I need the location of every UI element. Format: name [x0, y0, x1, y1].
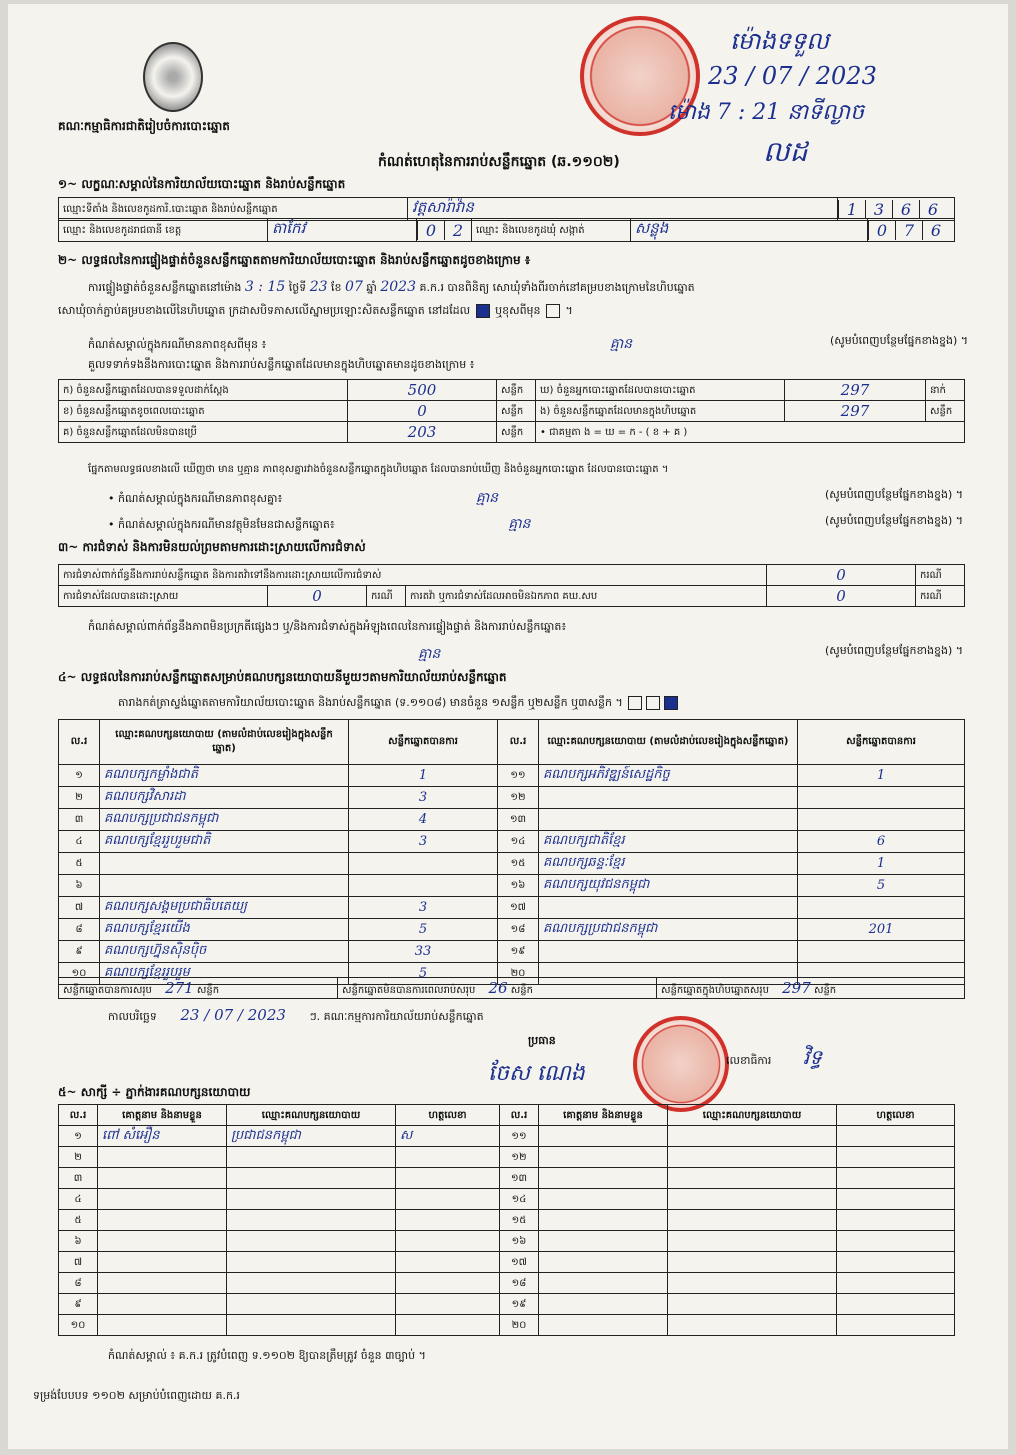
ballot-intro: គួលទទាក់ទងនឹងការបោះឆ្នោត និងការរាប់សន្លឹកឆ្នោតដែលមានក្នុងហិបឆ្នោតមានដូចខាងក្រោម ៖ — [88, 358, 475, 371]
party-no: ៦ — [59, 875, 100, 897]
witness-name[interactable] — [539, 1294, 668, 1315]
party-votes: 3 — [349, 787, 498, 809]
code-digit: 7 — [895, 221, 922, 240]
tally-intro-text: តារាងកត់ត្រាស្ទង់ឆ្នោតតាមការិយាល័យបោះឆ្នោត និងរាប់សន្លឹកឆ្នោត (ទ.១១០៨) មានចំនួន ១សន្លឹក ឬ២សន្លឹក ឬ៣សន្លឹក ។ — [118, 696, 623, 709]
total-box-value: 297 — [782, 978, 811, 997]
witness-signature[interactable] — [396, 1168, 500, 1189]
row-d-value: 297 — [785, 380, 926, 401]
code-digit: 6 — [919, 200, 946, 219]
witness-no: ១១ — [500, 1126, 539, 1147]
col-no-right: ល.រ — [498, 720, 539, 765]
witness-name[interactable] — [98, 1189, 227, 1210]
party-votes: 3 — [349, 831, 498, 853]
commune-code — [868, 219, 955, 242]
ballot-count-table — [58, 379, 965, 443]
witness-name[interactable] — [98, 1168, 227, 1189]
witness-no: ៧ — [59, 1252, 98, 1273]
witness-no: ១២ — [500, 1147, 539, 1168]
witness-signature[interactable] — [837, 1210, 955, 1231]
official-stamp-bottom — [633, 1016, 729, 1112]
note1-suffix: (សូមបំពេញបន្ថែមផ្នែកខាងខ្នង) ។ — [829, 334, 968, 347]
witness-signature[interactable]: ស — [396, 1126, 500, 1147]
totals-table — [58, 977, 965, 999]
witness-no: ២ — [59, 1147, 98, 1168]
total-valid-cell — [59, 978, 338, 999]
party-no: ១៥ — [498, 853, 539, 875]
witness-col-party: ឈ្មោះគណបក្សនយោបាយ — [227, 1105, 396, 1126]
table-row — [59, 787, 965, 809]
bullet1-suffix: (សូមបំពេញបន្ថែមផ្នែកខាងខ្នង) ។ — [824, 488, 963, 501]
form-identifier: ទម្រង់បែបបទ ១១០២ សម្រាប់បំពេញដោយ គ.ក.រ — [33, 1389, 240, 1402]
witness-col-sign: ហត្ថលេខា — [396, 1105, 500, 1126]
bullet1-label: • កំណត់សម្គាល់ក្នុងករណីមានភាពខុសគ្នា៖ — [108, 492, 283, 505]
party-name: គណបក្សអភិវឌ្ឍន៍សេដ្ឋកិច្ច — [539, 765, 798, 787]
checkbox-1-sheet[interactable] — [628, 696, 642, 710]
nec-logo — [143, 42, 203, 112]
witness-signature[interactable] — [837, 1126, 955, 1147]
witness-signature[interactable] — [396, 1210, 500, 1231]
objection-row1-label: ការជំទាស់ពាក់ព័ន្ធនឹងការរាប់សន្លឹកឆ្នោត និងការតវ៉ាទៅនឹងការដោះស្រាយលើការជំទាស់ — [59, 565, 767, 586]
row-e-label: ង) ចំនួនសន្លឹកឆ្នោតដែលមានក្នុងហិបឆ្នោត — [536, 401, 785, 422]
party-no: ១ — [59, 765, 100, 787]
total-box-unit: សន្លឹក — [813, 984, 837, 996]
party-votes: 4 — [349, 809, 498, 831]
party-votes: 6 — [798, 831, 965, 853]
witness-party[interactable] — [668, 1315, 837, 1336]
section-1-heading: ១~ លក្ខណៈសម្គាល់នៃការិយាល័យបោះឆ្នោត និងរាប់សន្លឹកឆ្នោត — [58, 177, 346, 191]
commune-label: ឈ្មោះ និងលេខកូដឃុំ សង្កាត់ — [472, 219, 631, 242]
witness-no: ១៥ — [500, 1210, 539, 1231]
witness-no: ១៨ — [500, 1273, 539, 1294]
party-name: គណបក្សប្រជាជនកម្ពុជា — [100, 809, 349, 831]
witness-party[interactable] — [227, 1252, 396, 1273]
party-votes — [798, 809, 965, 831]
witness-name[interactable] — [539, 1189, 668, 1210]
table-row — [59, 853, 965, 875]
party-votes: 33 — [349, 941, 498, 963]
seal-text: សោឃុំចាក់ភ្ជាប់គម្របខាងលើនៃហិបឆ្នោត ក្រដាសបិទភាសលើស្នាមប្រឡោះសិតសន្លឹកឆ្នោត នៅដដែល — [58, 304, 471, 317]
party-name: គណបក្សជាតិខ្មែរ — [539, 831, 798, 853]
witness-party[interactable] — [227, 1294, 396, 1315]
table-row — [59, 809, 965, 831]
section-5-heading: ៥~ សាក្សី ÷ ភ្នាក់ងារគណបក្សនយោបាយ — [58, 1085, 251, 1099]
witness-signature[interactable] — [396, 1273, 500, 1294]
col-no-left: ល.រ — [59, 720, 100, 765]
verification-day: 23 — [309, 279, 328, 295]
document-page — [8, 4, 1008, 1449]
witness-party[interactable] — [668, 1126, 837, 1147]
code-digit: 6 — [892, 200, 919, 219]
witness-rows — [59, 1126, 955, 1336]
location-value: វត្តសារ៉ាវ៉ាន — [408, 198, 838, 221]
received-date: 23 / 07 / 2023 — [708, 62, 877, 90]
party-no: ៥ — [59, 853, 100, 875]
witness-party[interactable] — [668, 1189, 837, 1210]
witness-col-party-r: ឈ្មោះគណបក្សនយោបាយ — [668, 1105, 837, 1126]
witness-no: ១៧ — [500, 1252, 539, 1273]
province-label: ឈ្មោះ និងលេខកូដរាជធានី ខេត្ត — [59, 219, 268, 242]
party-name: គណបក្សខ្មែររួបរួមជាតិ — [100, 831, 349, 853]
verification-year: 2023 — [380, 279, 416, 295]
party-votes — [349, 853, 498, 875]
party-results-table — [58, 719, 965, 985]
party-no: ២ — [59, 787, 100, 809]
total-valid-value: 271 — [165, 978, 194, 997]
total-invalid-value: 26 — [488, 978, 508, 997]
row-c-label: គ) ចំនួនសន្លឹកឆ្នោតដែលមិនបានប្រើ — [59, 422, 348, 443]
formula: • ជាគម្មតា ង = ឃ = ក - ( ខ + គ ) — [536, 422, 965, 443]
table-row — [59, 1231, 955, 1252]
witness-signature[interactable] — [396, 1294, 500, 1315]
party-name: គណបក្សខ្មែរយើង — [100, 919, 349, 941]
checkbox-3-sheets[interactable] — [664, 696, 678, 710]
code-digit: 1 — [838, 200, 865, 219]
witness-name[interactable] — [98, 1273, 227, 1294]
witness-party[interactable] — [668, 1168, 837, 1189]
party-votes — [349, 875, 498, 897]
party-name — [539, 809, 798, 831]
secretary-label: លេខាធិការ — [726, 1054, 772, 1067]
province-code — [417, 219, 472, 242]
table-row — [59, 1315, 955, 1336]
witness-name[interactable] — [539, 1315, 668, 1336]
objection-row2-unit: ករណី — [367, 586, 406, 607]
bullet1-value: គ្មាន — [475, 490, 499, 506]
witness-no: ៥ — [59, 1210, 98, 1231]
verification-month: 07 — [345, 279, 363, 295]
witness-party[interactable] — [227, 1210, 396, 1231]
witness-party[interactable] — [668, 1147, 837, 1168]
total-invalid-unit: សន្លឹក — [510, 984, 533, 996]
objection-row1-value: 0 — [767, 565, 916, 586]
witness-no: ១៩ — [500, 1294, 539, 1315]
witness-name[interactable] — [539, 1126, 668, 1147]
party-no: ២០ — [498, 963, 539, 985]
table-row — [59, 875, 965, 897]
row-b-unit: សន្លឹក — [497, 401, 536, 422]
party-no: ៧ — [59, 897, 100, 919]
table-row — [59, 1210, 955, 1231]
witness-signature[interactable] — [837, 1231, 955, 1252]
party-no: ១០ — [59, 963, 100, 985]
party-votes: 1 — [798, 765, 965, 787]
witness-signature[interactable] — [837, 1294, 955, 1315]
row-b-value: 0 — [348, 401, 497, 422]
witness-name[interactable] — [539, 1273, 668, 1294]
witness-party[interactable] — [227, 1147, 396, 1168]
party-name: គណបក្សសង្គមប្រជាធិបតេយ្យ — [100, 897, 349, 919]
month-label: ខែ — [331, 281, 342, 294]
section-2-heading: ២~ លទ្ធផលនៃការផ្ទៀងផ្ទាត់ចំនួនសន្លឹកឆ្នោតតាមការិយាល័យបោះឆ្នោត និងរាប់សន្លឹកឆ្នោតដូចខាងក្រោម ៖ — [58, 253, 531, 267]
province-value: តាកែវ — [268, 219, 417, 242]
total-invalid-cell — [338, 978, 657, 999]
witness-signature[interactable] — [837, 1189, 955, 1210]
tally-sheet-intro — [118, 696, 680, 712]
table-row — [59, 831, 965, 853]
witness-signature[interactable] — [396, 1315, 500, 1336]
verification-time: 3 : 15 — [244, 279, 286, 295]
party-votes: 3 — [349, 897, 498, 919]
col-votes-left: សន្លឹកឆ្នោតបានការ — [349, 720, 498, 765]
row-e-unit: សន្លឹក — [926, 401, 965, 422]
table-row — [59, 1147, 955, 1168]
checkbox-unchanged[interactable] — [476, 304, 490, 318]
verification-label: ការផ្ទៀងផ្ទាត់ចំនួនសន្លឹកឆ្នោតនៅម៉ោង — [88, 281, 242, 294]
witness-signature[interactable] — [837, 1168, 955, 1189]
total-valid-unit: សន្លឹក — [196, 984, 220, 996]
witness-signature[interactable] — [396, 1231, 500, 1252]
objection-row2-value: 0 — [268, 586, 367, 607]
table-row — [59, 1252, 955, 1273]
section-4-heading: ៤~ លទ្ធផលនៃការរាប់សន្លឹកឆ្នោតសម្រាប់គណបក្សនយោបាយនីមួយៗតាមការិយាល័យរាប់សន្លឹកឆ្នោត — [58, 670, 507, 684]
witness-name[interactable] — [539, 1231, 668, 1252]
col-votes-right: សន្លឹកឆ្នោតបានការ — [798, 720, 965, 765]
bullet-foreign-objects — [108, 514, 963, 535]
received-label: ម៉ោងទទួល — [730, 27, 830, 55]
witness-no: ២០ — [500, 1315, 539, 1336]
witness-party[interactable] — [668, 1273, 837, 1294]
witness-signature[interactable] — [837, 1147, 955, 1168]
bullet2-value: គ្មាន — [508, 516, 531, 532]
note1 — [88, 334, 968, 355]
party-no: ១៧ — [498, 897, 539, 919]
witness-no: ៦ — [59, 1231, 98, 1252]
table-row — [59, 1294, 955, 1315]
party-name: គណបក្សយុវជនកម្ពុជា — [539, 875, 798, 897]
witness-no: ១០ — [59, 1315, 98, 1336]
witness-party[interactable] — [668, 1252, 837, 1273]
witness-signature[interactable] — [396, 1147, 500, 1168]
witness-party[interactable] — [668, 1210, 837, 1231]
col-party-left: ឈ្មោះគណបក្សនយោបាយ (តាមលំដាប់លេខរៀងក្នុងសន្លឹកឆ្នោត) — [100, 720, 349, 765]
table-row — [59, 919, 965, 941]
org-name: គណៈកម្មាធិការជាតិរៀបចំការបោះឆ្នោត — [58, 119, 230, 133]
party-name: គណបក្សប្រជាជនកម្ពុជា — [539, 919, 798, 941]
witness-party[interactable] — [227, 1168, 396, 1189]
party-votes: 5 — [349, 919, 498, 941]
witness-party[interactable] — [668, 1231, 837, 1252]
witness-name[interactable] — [98, 1315, 227, 1336]
witness-name[interactable] — [98, 1210, 227, 1231]
witness-no: ៩ — [59, 1294, 98, 1315]
witness-no: ៤ — [59, 1189, 98, 1210]
witness-name[interactable] — [98, 1252, 227, 1273]
commune-value: សន្លុង — [631, 219, 868, 242]
row-d-unit: នាក់ — [926, 380, 965, 401]
date-value: 23 / 07 / 2023 — [180, 1006, 286, 1024]
code-digit: 0 — [417, 221, 444, 240]
party-name: គណបក្សវិសារដា — [100, 787, 349, 809]
party-no: ១៤ — [498, 831, 539, 853]
party-no: ១៨ — [498, 919, 539, 941]
note1-label: កំណត់សម្គាល់ក្នុងករណីមានភាពខុសពីមុន ៖ — [88, 338, 267, 351]
party-no: ៣ — [59, 809, 100, 831]
party-no: ១១ — [498, 765, 539, 787]
party-no: ៨ — [59, 919, 100, 941]
party-votes: 1 — [798, 853, 965, 875]
code-digit: 2 — [444, 221, 471, 240]
code-digit: 0 — [868, 221, 895, 240]
code-digit: 3 — [865, 200, 892, 219]
witness-party[interactable] — [227, 1315, 396, 1336]
location-label: ឈ្មោះទីតាំង និងលេខកូដការិ.បោះឆ្នោត និងរាប់សន្លឹកឆ្នោត — [59, 198, 408, 221]
footer-note: កំណត់សម្គាល់ ៖ គ.ក.រ ត្រូវបំពេញ ទ.១១០២ ឱ្យបានត្រឹមត្រូវ ចំនួន ៣ច្បាប់ ។ — [108, 1349, 426, 1362]
irregularity-line — [58, 644, 963, 665]
checkbox-changed[interactable] — [546, 304, 560, 318]
witness-no: ១៦ — [500, 1231, 539, 1252]
year-label: ឆ្នាំ — [366, 281, 377, 294]
party-name: គណបក្សខ្មែររួបរួម — [100, 963, 349, 985]
committee-label: ៗ. គណៈកម្មការការិយាល័យរាប់សន្លឹកឆ្នោត — [309, 1010, 484, 1023]
witness-no: ៨ — [59, 1273, 98, 1294]
witness-signature[interactable] — [837, 1252, 955, 1273]
party-no: ១២ — [498, 787, 539, 809]
party-name — [539, 941, 798, 963]
row-c-unit: សន្លឹក — [497, 422, 536, 443]
objection-row2b-value: 0 — [767, 586, 916, 607]
row-a-label: ក) ចំនួនសន្លឹកឆ្នោតដែលបានទទួលដាក់ស្តែង — [59, 380, 348, 401]
witness-col-no: ល.រ — [59, 1105, 98, 1126]
witness-name[interactable]: ពៅ សំអឿន — [98, 1126, 227, 1147]
table-row — [59, 1126, 955, 1147]
table-row — [59, 897, 965, 919]
witness-name[interactable] — [98, 1231, 227, 1252]
party-votes — [798, 897, 965, 919]
checkbox-2-sheets[interactable] — [646, 696, 660, 710]
witness-name[interactable] — [539, 1147, 668, 1168]
party-no: ១៩ — [498, 941, 539, 963]
party-votes: 1 — [349, 765, 498, 787]
section-3-heading: ៣~ ការជំទាស់ និងការមិនយល់ព្រមតាមការដោះស្រាយលើការជំទាស់ — [58, 540, 366, 554]
received-time: ម៉ោង 7 : 21 នាទីល្ងាច — [668, 100, 865, 125]
witness-col-no-r: ល.រ — [500, 1105, 539, 1126]
row-a-unit: សន្លឹក — [497, 380, 536, 401]
form-title: កំណត់ហេតុនៃការរាប់សន្លឹកឆ្នោត (ឆ.១១០២) — [378, 154, 620, 170]
row-b-label: ខ) ចំនួនសន្លឹកឆ្នោតខូចពេលបោះឆ្នោត — [59, 401, 348, 422]
seal-line: សោឃុំចាក់ភ្ជាប់គម្របខាងលើនៃហិបឆ្នោត ក្រដាសបិទភាសលើស្នាមប្រឡោះសិតសន្លឹកឆ្នោត នៅដដែល ឬខុសពីមុន ។ — [58, 304, 573, 317]
chair-label: ប្រធាន — [528, 1034, 556, 1047]
party-no: ១៣ — [498, 809, 539, 831]
party-votes — [798, 941, 965, 963]
note1-value: គ្មាន — [609, 336, 633, 352]
witness-name[interactable] — [539, 1210, 668, 1231]
witness-col-name: គោត្តនាម និងនាមខ្លួន — [98, 1105, 227, 1126]
party-name: គណបក្សឆន្ទៈខ្មែរ — [539, 853, 798, 875]
witness-no: ១ — [59, 1126, 98, 1147]
party-votes: 5 — [798, 875, 965, 897]
discrepancy-line: ផ្នែកតាមលទ្ធផលខាងលើ ឃើញថា មាន ឬគ្មាន ភាពខុសគ្នារវាងចំនួនសន្លឹកឆ្នោតក្នុងហិបឆ្នោត ដែលបានរាប់ឃើញ និងចំនួនអ្នកបោះឆ្នោត ដែលបានបោះឆ្នោត ។ — [88, 464, 669, 475]
witness-table — [58, 1104, 955, 1336]
witness-name[interactable] — [539, 1252, 668, 1273]
row-c-value: 203 — [348, 422, 497, 443]
total-invalid-label: សន្លឹកឆ្នោតមិនបានការពេលរាប់សរុប — [342, 984, 476, 996]
col-party-right: ឈ្មោះគណបក្សនយោបាយ (តាមលំដាប់លេខរៀងក្នុងសន្លឹកឆ្នោត) — [539, 720, 798, 765]
changed-option-label: ឬខុសពីមុន — [495, 304, 541, 317]
witness-party[interactable] — [227, 1273, 396, 1294]
table-row — [59, 1273, 955, 1294]
witness-col-name-r: គោត្តនាម និងនាមខ្លួន — [539, 1105, 668, 1126]
objection-table — [58, 564, 965, 607]
table-row — [59, 765, 965, 787]
party-name: គណបក្សហ្វ៊ុនស៊ិនប៉ិច — [100, 941, 349, 963]
row-e-value: 297 — [785, 401, 926, 422]
party-no: ១៦ — [498, 875, 539, 897]
table-row — [59, 1168, 955, 1189]
party-votes — [798, 787, 965, 809]
table-row — [59, 941, 965, 963]
secretary-signature: វិទ្ធ — [803, 1045, 823, 1069]
received-signature: ល​ដ — [763, 135, 808, 168]
witness-signature[interactable] — [837, 1273, 955, 1294]
witness-col-sign-r: ហត្ថលេខា — [837, 1105, 955, 1126]
party-name — [100, 875, 349, 897]
province-table — [58, 218, 955, 242]
objection-row1-unit: ករណី — [916, 565, 965, 586]
witness-party[interactable]: ប្រជាជនកម្ពុជា — [227, 1126, 396, 1147]
total-box-cell — [657, 978, 965, 999]
party-name — [539, 897, 798, 919]
witness-signature[interactable] — [396, 1189, 500, 1210]
objection-row2b-label: ការតវ៉ា ឬការជំទាស់ដែលអាចមិនឯកភាព គឃ.សប — [406, 586, 767, 607]
party-rows — [59, 765, 965, 985]
witness-name[interactable] — [98, 1294, 227, 1315]
verification-rest: គ.ក.រ បានពិនិត្យ សោឃុំទាំងពីរចាក់នៅគម្របខាងក្រោមនៃហិបឆ្នោត — [419, 281, 695, 294]
witness-no: ១៤ — [500, 1189, 539, 1210]
irregularity-suffix: (សូមបំពេញបន្ថែមផ្នែកខាងខ្នង) ។ — [824, 644, 963, 657]
objection-row2b-unit: ករណី — [916, 586, 965, 607]
party-name — [539, 787, 798, 809]
row-d-label: ឃ) ចំនួនអ្នកបោះឆ្នោតដែលបានបោះឆ្នោត — [536, 380, 785, 401]
code-digit: 6 — [922, 221, 949, 240]
chair-signature: ចែស ណេង — [488, 1061, 585, 1086]
witness-signature[interactable] — [396, 1252, 500, 1273]
date-line — [108, 1006, 484, 1026]
witness-signature[interactable] — [837, 1315, 955, 1336]
party-no: ៩ — [59, 941, 100, 963]
objection-row2-label: ការជំទាស់ដែលបានដោះស្រាយ — [59, 586, 268, 607]
party-name: គណបក្សកម្លាំងជាតិ — [100, 765, 349, 787]
total-valid-label: សន្លឹកឆ្នោតបានការសរុប — [63, 984, 152, 996]
total-box-label: សន្លឹកឆ្នោតក្នុងហិបឆ្នោតសរុប — [661, 984, 769, 996]
date-label: កាលបរិច្ឆេទ — [108, 1010, 157, 1023]
witness-party[interactable] — [227, 1189, 396, 1210]
witness-party[interactable] — [668, 1294, 837, 1315]
table-row — [59, 1189, 955, 1210]
irregularity-value: គ្មាន — [418, 646, 441, 662]
witness-no: ៣ — [59, 1168, 98, 1189]
bullet-discrepancy — [108, 488, 963, 509]
bullet2-label: • កំណត់សម្គាល់ក្នុងករណីមានវត្ថុមិនមែនជាសន្លឹកឆ្នោត៖ — [108, 518, 335, 531]
verification-line — [88, 279, 695, 297]
party-votes: 201 — [798, 919, 965, 941]
witness-no: ១៣ — [500, 1168, 539, 1189]
day-label: ថ្ងៃទី — [288, 281, 307, 294]
bullet2-suffix: (សូមបំពេញបន្ថែមផ្នែកខាងខ្នង) ។ — [824, 514, 963, 527]
witness-name[interactable] — [539, 1168, 668, 1189]
party-no: ៤ — [59, 831, 100, 853]
party-votes: 5 — [349, 963, 498, 985]
row-a-value: 500 — [348, 380, 497, 401]
party-name — [100, 853, 349, 875]
irregularity-note: កំណត់សម្គាល់ពាក់ព័ន្ធនឹងភាពមិនប្រក្រតីផ្សេងៗ ឬ/និងការជំទាស់ក្នុងអំឡុងពេលនៃការផ្ទៀងផ្ទាត់ និងការរាប់សន្លឹកឆ្នោត៖ — [88, 620, 567, 633]
witness-party[interactable] — [227, 1231, 396, 1252]
witness-name[interactable] — [98, 1147, 227, 1168]
